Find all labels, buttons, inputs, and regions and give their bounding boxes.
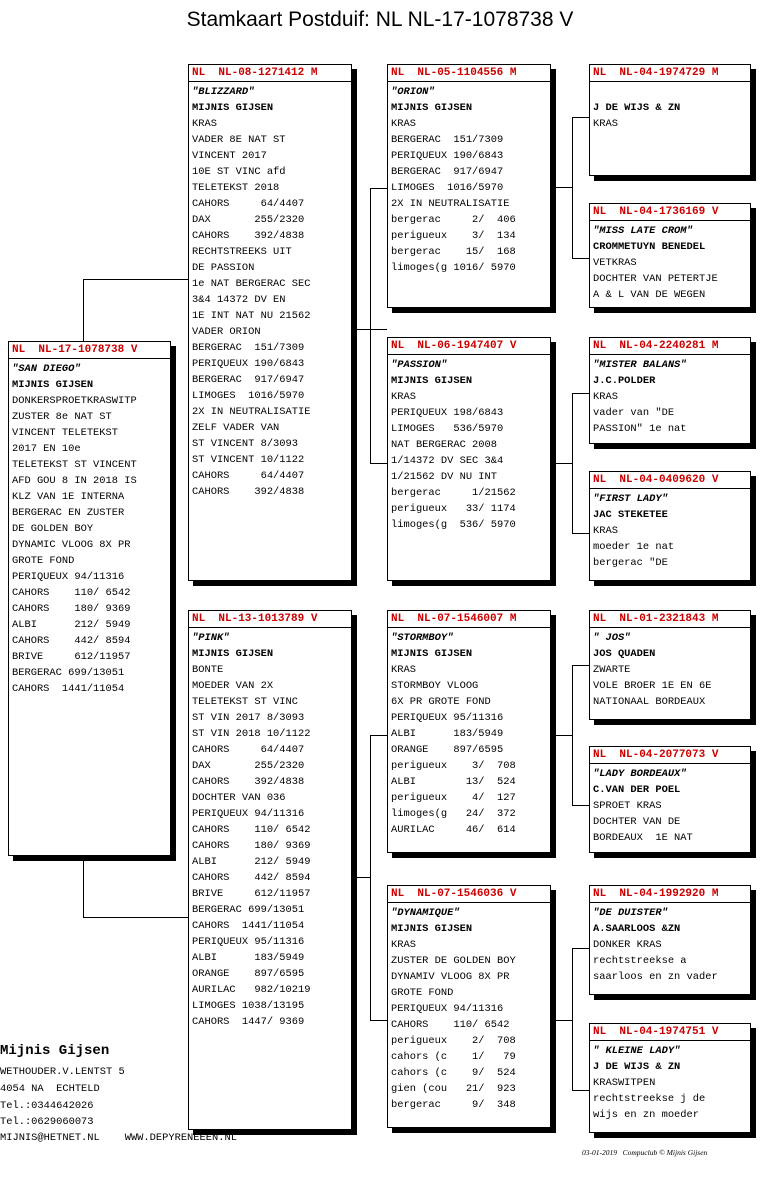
card-info-line: PERIQUEUX 94/11316 (12, 571, 125, 583)
card-info-lines (590, 798, 750, 846)
card-info-line: PERIQUEUX 94/11316 (391, 1003, 504, 1015)
breeder-name: Mijnis Gijsen (0, 1043, 110, 1059)
card-info-line: DE PASSION (192, 262, 255, 274)
card-owner: MIJNIS GIJSEN (192, 102, 274, 114)
card-info-line: VINCENT 2017 (192, 150, 267, 162)
card-info-line: vader van "DE (593, 407, 675, 419)
breeder-contact: MIJNIS@HETNET.NL WWW.DEPYRENEEEN.NL (0, 1132, 237, 1144)
card-ring-number: NL NL-04-2077073 V (590, 747, 750, 764)
card-ring-number: NL NL-08-1271412 M (189, 65, 351, 82)
pigeon-card-mmf[interactable] (589, 885, 751, 995)
connector-subject-father-h (83, 279, 189, 280)
card-info-line: PERIQUEUX 95/11316 (391, 712, 504, 724)
connector-ff-fff (572, 117, 589, 118)
card-info-line: ALBI 212/ 5949 (12, 619, 131, 631)
card-info-line: DYNAMIC VLOOG 8X PR (12, 539, 131, 551)
connector-father-ff-h (370, 188, 387, 189)
card-info-line: KRAS (391, 118, 416, 130)
card-info-line: ALBI 13/ 524 (391, 776, 516, 788)
card-ring-number: NL NL-17-1078738 V (9, 342, 170, 359)
card-info-line: CAHORS 442/ 8594 (192, 872, 311, 884)
card-info-lines (189, 662, 351, 1030)
card-info-line: DONKER KRAS (593, 939, 662, 951)
card-pigeon-name: "BLIZZARD" (192, 86, 255, 98)
card-info-line: CAHORS 64/4407 (192, 198, 305, 210)
connector-fm-fmf (572, 393, 589, 394)
connector-ff-v (572, 117, 573, 258)
card-info-line: bergerac 9/ 348 (391, 1099, 516, 1111)
card-info-line: 1/21562 DV NU INT (391, 471, 498, 483)
card-owner: JAC STEKETEE (593, 509, 668, 521)
card-info-line: STORMBOY VLOOG (391, 680, 479, 692)
connector-ff-h (552, 187, 572, 188)
card-info-lines (388, 937, 550, 1113)
card-info-lines (590, 389, 750, 437)
connector-subject-mother-h (83, 917, 189, 918)
card-owner: MIJNIS GIJSEN (391, 923, 473, 935)
card-info-line: DOCHTER VAN 036 (192, 792, 286, 804)
pigeon-card-fmm[interactable] (589, 471, 751, 581)
card-info-line: ST VINCENT 8/3093 (192, 438, 299, 450)
card-info-line: DE GOLDEN BOY (12, 523, 94, 535)
card-info-line: perigueux 3/ 134 (391, 230, 516, 242)
card-info-line: DOCHTER VAN PETERTJE (593, 273, 718, 285)
card-owner: MIJNIS GIJSEN (12, 379, 94, 391)
card-info-lines (388, 662, 550, 838)
card-info-line: ZUSTER DE GOLDEN BOY (391, 955, 516, 967)
pigeon-card-mother[interactable] (188, 610, 352, 1130)
card-info-line: ORANGE 897/6595 (391, 744, 504, 756)
card-info-line: ORANGE 897/6595 (192, 968, 305, 980)
card-info-lines (189, 116, 351, 500)
card-pigeon-name: "SAN DIEGO" (12, 363, 81, 375)
card-info-line: DAX 255/2320 (192, 760, 305, 772)
card-info-line: moeder 1e nat (593, 541, 675, 553)
card-info-line: perigueux 4/ 127 (391, 792, 516, 804)
card-pigeon-name: "STORMBOY" (391, 632, 454, 644)
card-info-line: bergerac "DE (593, 557, 668, 569)
card-info-line: CAHORS 180/ 9369 (192, 840, 311, 852)
pigeon-card-paternal-grandfather[interactable] (387, 64, 551, 308)
card-info-line: cahors (c 9/ 524 (391, 1067, 516, 1079)
breeder-phone-2: Tel.:0629060073 (0, 1116, 94, 1128)
card-info-line: VOLE BROER 1E EN 6E (593, 680, 712, 692)
card-info-line: 2017 EN 10e (12, 443, 81, 455)
card-owner: J.C.POLDER (593, 375, 656, 387)
card-info-line: LIMOGES 1016/5970 (391, 182, 504, 194)
card-info-lines (590, 255, 750, 303)
connector-mf-h (552, 735, 572, 736)
card-info-lines (9, 393, 170, 697)
connector-mother-mm-h (370, 1020, 387, 1021)
connector-subject-father (83, 279, 84, 341)
card-info-line: DOCHTER VAN DE (593, 816, 681, 828)
card-ring-number: NL NL-07-1546007 M (388, 611, 550, 628)
card-info-line: bergerac 1/21562 (391, 487, 516, 499)
card-info-line: limoges(g 1016/ 5970 (391, 262, 516, 274)
card-info-line: CAHORS 392/4838 (192, 230, 305, 242)
card-info-lines (388, 116, 550, 276)
card-info-line: cahors (c 1/ 79 (391, 1051, 516, 1063)
card-owner: J DE WIJS & ZN (593, 1061, 681, 1073)
card-owner: C.VAN DER POEL (593, 784, 681, 796)
card-owner: CROMMETUYN BENEDEL (593, 241, 706, 253)
card-info-line: KRASWITPEN (593, 1077, 656, 1089)
connector-fm-h (552, 463, 572, 464)
card-info-line: CAHORS 64/4407 (192, 470, 305, 482)
card-ring-number: NL NL-04-1736169 V (590, 204, 750, 221)
card-ring-number: NL NL-04-2240281 M (590, 338, 750, 355)
breeder-address-city: 4054 NA ECHTELD (0, 1083, 100, 1095)
connector-ff-ffm (572, 258, 589, 259)
connector-fm-v (572, 393, 573, 533)
card-ring-number: NL NL-04-1974751 V (590, 1024, 750, 1041)
card-info-line: perigueux 2/ 708 (391, 1035, 516, 1047)
card-ring-number: NL NL-07-1546036 V (388, 886, 550, 903)
card-owner: MIJNIS GIJSEN (391, 102, 473, 114)
card-info-line: ALBI 183/5949 (391, 728, 504, 740)
card-pigeon-name: "LADY BORDEAUX" (593, 768, 687, 780)
card-info-line: rechtstreekse j de (593, 1093, 706, 1105)
card-info-line: ZELF VADER VAN (192, 422, 280, 434)
card-info-line: ST VINCENT 10/1122 (192, 454, 305, 466)
pigeon-card-fff[interactable] (589, 64, 751, 176)
card-ring-number: NL NL-04-1974729 M (590, 65, 750, 82)
card-info-line: VETKRAS (593, 257, 637, 269)
card-pigeon-name: "MISS LATE CROM" (593, 225, 693, 237)
card-pigeon-name: "DE DUISTER" (593, 907, 668, 919)
card-info-line: A & L VAN DE WEGEN (593, 289, 706, 301)
card-info-line: KRAS (391, 664, 416, 676)
pigeon-card-father[interactable] (188, 64, 352, 581)
pigeon-card-subject[interactable] (8, 341, 171, 856)
card-info-line: BERGERAC 917/6947 (391, 166, 504, 178)
card-info-line: PERIQUEUX 94/11316 (192, 808, 305, 820)
page-title: Stamkaart Postduif: NL NL-17-1078738 V (186, 8, 574, 31)
card-info-line: KRAS (593, 391, 618, 403)
card-info-line: perigueux 33/ 1174 (391, 503, 516, 515)
card-pigeon-name: "MISTER BALANS" (593, 359, 687, 371)
card-info-line: 10E ST VINC afd (192, 166, 286, 178)
card-info-line: CAHORS 442/ 8594 (12, 635, 131, 647)
card-info-line: KRAS (391, 939, 416, 951)
card-spacer (590, 82, 750, 100)
connector-mf-mfm (572, 805, 589, 806)
card-info-line: BERGERAC 699/13051 (192, 904, 305, 916)
card-info-line: AFD GOU 8 IN 2018 IS (12, 475, 137, 487)
pigeon-card-fmf[interactable] (589, 337, 751, 444)
card-info-line: 6X PR GROTE FOND (391, 696, 491, 708)
card-info-line: 2X IN NEUTRALISATIE (192, 406, 311, 418)
card-info-line: ST VIN 2017 8/3093 (192, 712, 305, 724)
card-info-line: 1e NAT BERGERAC SEC (192, 278, 311, 290)
card-info-line: limoges(g 24/ 372 (391, 808, 516, 820)
card-info-line: bergerac 2/ 406 (391, 214, 516, 226)
connector-mf-mff (572, 665, 589, 666)
card-info-line: TELETEKST ST VINC (192, 696, 299, 708)
card-info-line: CAHORS 392/4838 (192, 486, 305, 498)
card-info-line: VADER ORION (192, 326, 261, 338)
card-info-line: PERIQUEUX 95/11316 (192, 936, 305, 948)
card-info-line: KRAS (593, 118, 618, 130)
card-info-line: PASSION" 1e nat (593, 423, 687, 435)
card-info-line: LIMOGES 1038/13195 (192, 1000, 305, 1012)
card-owner: J DE WIJS & ZN (593, 102, 681, 114)
card-info-lines (590, 116, 750, 132)
pigeon-card-mfm[interactable] (589, 746, 751, 853)
connector-mm-h (552, 1020, 572, 1021)
card-info-line: VADER 8E NAT ST (192, 134, 286, 146)
card-info-line: NATIONAAL BORDEAUX (593, 696, 706, 708)
connector-mm-v (572, 948, 573, 1090)
pigeon-card-mmm[interactable] (589, 1023, 751, 1133)
card-info-line: ST VIN 2018 10/1122 (192, 728, 311, 740)
card-info-line: wijs en zn moeder (593, 1109, 700, 1121)
card-info-line: saarloos en zn vader (593, 971, 718, 983)
card-info-line: TELETEKST ST VINCENT (12, 459, 137, 471)
card-ring-number: NL NL-13-1013789 V (189, 611, 351, 628)
card-info-line: KRAS (593, 525, 618, 537)
card-info-line: 1/14372 DV SEC 3&4 (391, 455, 504, 467)
card-info-line: 2X IN NEUTRALISATIE (391, 198, 510, 210)
card-ring-number: NL NL-05-1104556 M (388, 65, 550, 82)
card-info-line: CAHORS 110/ 6542 (12, 587, 131, 599)
card-info-line: ALBI 212/ 5949 (192, 856, 311, 868)
card-info-lines (590, 1075, 750, 1123)
card-info-line: ZWARTE (593, 664, 631, 676)
pigeon-card-mff[interactable] (589, 610, 751, 720)
card-info-line: PERIQUEUX 190/6843 (192, 358, 305, 370)
card-info-line: DONKERSPROETKRASWITP (12, 395, 137, 407)
card-info-line: limoges(g 536/ 5970 (391, 519, 516, 531)
card-info-line: perigueux 3/ 708 (391, 760, 516, 772)
card-info-line: BRIVE 612/11957 (192, 888, 311, 900)
card-info-line: AURILAC 982/10219 (192, 984, 311, 996)
card-info-line: PERIQUEUX 190/6843 (391, 150, 504, 162)
card-info-line: CAHORS 1441/11054 (12, 683, 125, 695)
card-info-line: CAHORS 1441/11054 (192, 920, 305, 932)
card-info-line: CAHORS 110/ 6542 (391, 1019, 510, 1031)
card-info-line: KLZ VAN 1E INTERNA (12, 491, 125, 503)
card-info-line: LIMOGES 1016/5970 (192, 390, 305, 402)
card-info-line: CAHORS 110/ 6542 (192, 824, 311, 836)
card-owner: A.SAARLOOS &ZN (593, 923, 681, 935)
card-info-line: BERGERAC 917/6947 (192, 374, 305, 386)
pigeon-card-ffm[interactable] (589, 203, 751, 308)
card-pigeon-name: "FIRST LADY" (593, 493, 668, 505)
card-ring-number: NL NL-04-1992920 M (590, 886, 750, 903)
card-info-line: TELETEKST 2018 (192, 182, 280, 194)
card-info-line: BERGERAC 151/7309 (391, 134, 504, 146)
connector-mother-v (370, 735, 371, 1020)
card-info-lines (388, 389, 550, 533)
connector-mm-mmf (572, 948, 589, 949)
card-info-line: KRAS (391, 391, 416, 403)
card-pigeon-name: "PASSION" (391, 359, 448, 371)
card-info-line: DYNAMIV VLOOG 8X PR (391, 971, 510, 983)
breeder-phone-1: Tel.:0344642026 (0, 1100, 94, 1112)
card-info-line: RECHTSTREEKS UIT (192, 246, 292, 258)
connector-fm-fmm (572, 533, 589, 534)
card-info-line: VINCENT TELETEKST (12, 427, 119, 439)
card-info-line: rechtstreekse a (593, 955, 687, 967)
card-pigeon-name: "DYNAMIQUE" (391, 907, 460, 919)
card-pigeon-name: "ORION" (391, 86, 435, 98)
card-info-line: BERGERAC EN ZUSTER (12, 507, 125, 519)
card-info-line: MOEDER VAN 2X (192, 680, 274, 692)
card-info-lines (590, 523, 750, 571)
card-pigeon-name: "PINK" (192, 632, 230, 644)
card-info-line: BORDEAUX 1E NAT (593, 832, 693, 844)
card-ring-number: NL NL-01-2321843 M (590, 611, 750, 628)
card-info-line: BRIVE 612/11957 (12, 651, 131, 663)
card-info-line: SPROET KRAS (593, 800, 662, 812)
card-ring-number: NL NL-04-0409620 V (590, 472, 750, 489)
card-info-line: BERGERAC 151/7309 (192, 342, 305, 354)
card-owner: MIJNIS GIJSEN (192, 648, 274, 660)
card-info-line: LIMOGES 536/5970 (391, 423, 504, 435)
card-info-line: CAHORS 392/4838 (192, 776, 305, 788)
pigeon-card-maternal-grandfather[interactable] (387, 610, 551, 853)
card-info-line: PERIQUEUX 198/6843 (391, 407, 504, 419)
card-info-line: CAHORS 1447/ 9369 (192, 1016, 305, 1028)
connector-mother-mf-h (370, 735, 387, 736)
connector-mm-mmm (572, 1090, 589, 1091)
pigeon-card-paternal-grandmother[interactable] (387, 337, 551, 581)
card-info-line: DAX 255/2320 (192, 214, 305, 226)
breeder-address-street: WETHOUDER.V.LENTST 5 (0, 1066, 125, 1078)
footer-date-copyright: 03-01-2019 Compuclub © Mijnis Gijsen (582, 1148, 708, 1157)
card-info-line: BONTE (192, 664, 224, 676)
card-info-line: bergerac 15/ 168 (391, 246, 516, 258)
card-info-lines (590, 937, 750, 985)
card-info-line: gien (cou 21/ 923 (391, 1083, 516, 1095)
pigeon-card-maternal-grandmother[interactable] (387, 885, 551, 1128)
card-info-line: BERGERAC 699/13051 (12, 667, 125, 679)
card-info-line: ZUSTER 8e NAT ST (12, 411, 112, 423)
connector-mf-v (572, 665, 573, 805)
connector-father-fm-h (370, 463, 387, 464)
card-owner: MIJNIS GIJSEN (391, 375, 473, 387)
card-info-line: GROTE FOND (391, 987, 454, 999)
card-info-line: GROTE FOND (12, 555, 75, 567)
card-info-line: CAHORS 64/4407 (192, 744, 305, 756)
card-ring-number: NL NL-06-1947407 V (388, 338, 550, 355)
connector-subject-mother (83, 855, 84, 918)
card-owner: JOS QUADEN (593, 648, 656, 660)
connector-mother-mf (352, 877, 370, 878)
card-info-line: 3&4 14372 DV EN (192, 294, 286, 306)
connector-father-fm (370, 188, 371, 463)
card-info-line: CAHORS 180/ 9369 (12, 603, 131, 615)
card-info-line: 1E INT NAT NU 21562 (192, 310, 311, 322)
card-info-line: ALBI 183/5949 (192, 952, 305, 964)
card-info-line: NAT BERGERAC 2008 (391, 439, 498, 451)
card-pigeon-name: " KLEINE LADY" (593, 1045, 681, 1057)
card-owner: MIJNIS GIJSEN (391, 648, 473, 660)
card-info-line: KRAS (192, 118, 217, 130)
card-pigeon-name: " JOS" (593, 632, 631, 644)
card-info-lines (590, 662, 750, 710)
card-info-line: AURILAC 46/ 614 (391, 824, 516, 836)
